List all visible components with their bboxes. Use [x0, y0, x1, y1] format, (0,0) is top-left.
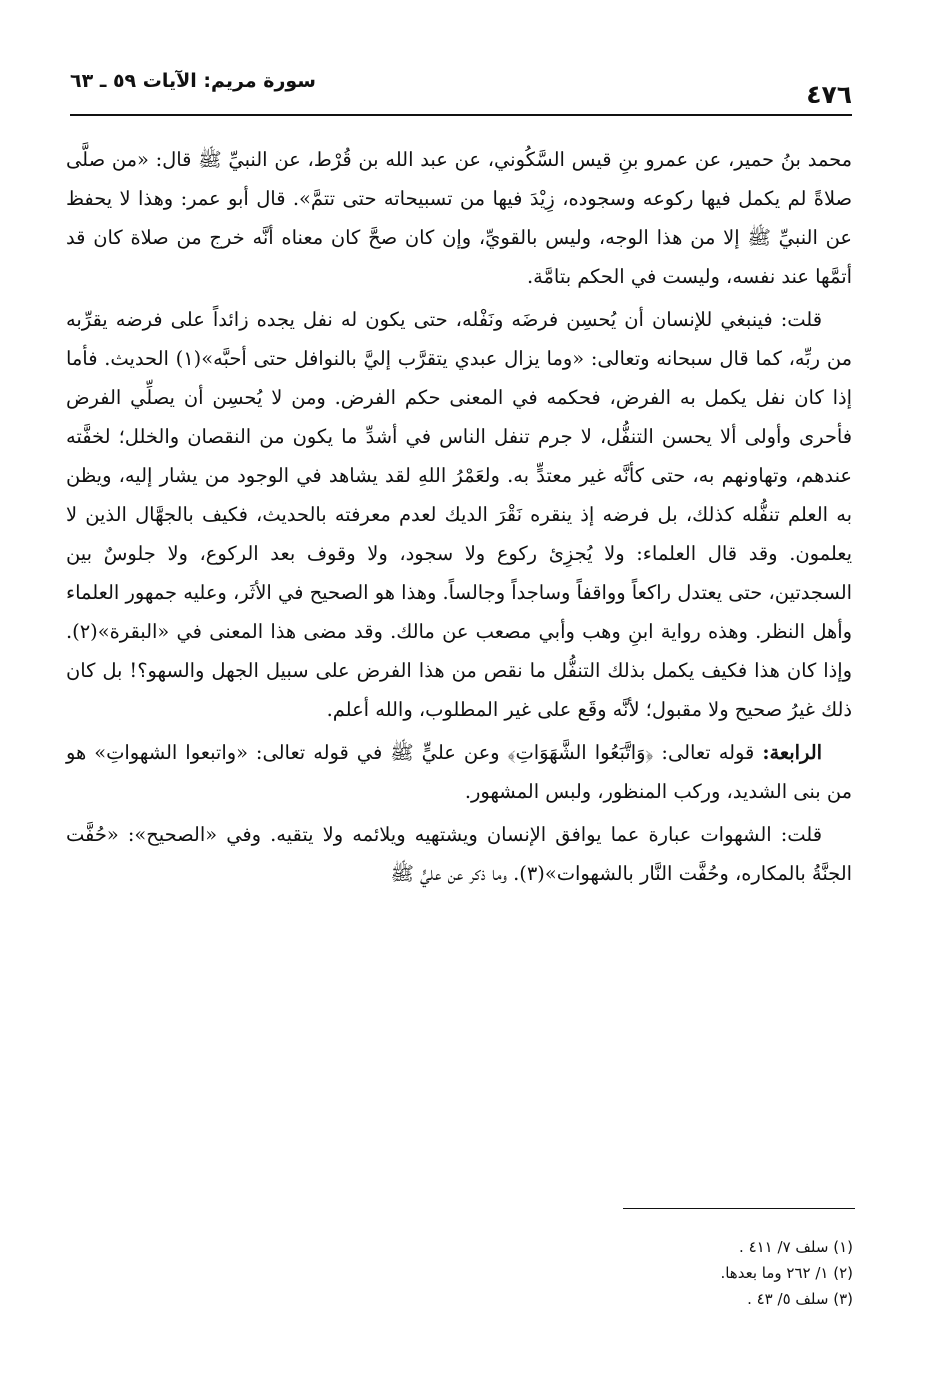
main-text	[66, 140, 852, 897]
paragraph-commentary: قلت: فينبغي للإنسان أن يُحسِن فرضَه ونَفْله، حتى يكون له نفل يجده زائداً على فرضه يقرِّبه من ربِّه، كما قال سبحانه وتعالى: «وما يزال عبدي يتقرَّب إليَّ بالنوافل حتى أحبَّه»(١) الحديث. فأما إذا كان نفل يكمل به الفرض، فحكمه في المعنى حكم الفرض. ومن لا يُحسِن أن يصلِّي الفرض فأحرى وأولى ألا يحسن التنفُّل، لا جرم تنفل الناس في أشدِّ ما يكون من النقصان والخلل؛ لخفَّته عندهم، وتهاونهم به، حتى كأنَّه غير معتدٍّ به. ولعَمْرُ اللهِ لقد يشاهد في الوجود من يشار إليه، ويظن به العلم تنفُّله كذلك، بل فرضه إذ ينقره نَقْرَ الديك لعدم معرفته بالحديث، فكيف بالجهَّال الذين لا يعلمون. وقد قال العلماء: ولا يُجزِئ ركوع ولا سجود، ولا وقوف بعد الركوع، ولا جلوسٌ بين السجدتين، حتى يعتدل راكعاً وواقفاً وساجداً وجالساً. وهذا هو الصحيح في الأثَر، وعليه جمهور العلماء وأهل النظر. وهذه رواية ابنِ وهب وأبي مصعب عن مالك. وقد مضى هذا المعنى في «البقرة»(٢). وإذا كان هذا فكيف يكمل بذلك التنفُّل ما نقص من هذا الفرض على سبيل الجهل والسهو؟! بل كان ذلك غيرُ صحيح ولا مقبول؛ لأنَّه وقَع على غير المطلوب، والله أعلم.	[66, 308, 852, 721]
paragraph-desires: قلت: الشهوات عبارة عما يوافق الإنسان ويشتهيه ويلائمه ولا يتقيه. وفي «الصحيح»: «حُفَّت الجنَّةُ بالمكاره، وحُفَّت النَّار بالشهوات»(٣). وما ذكر عن عليٍّ ﷺ	[66, 823, 852, 885]
footnotes	[353, 1234, 853, 1312]
running-header	[70, 66, 852, 116]
paragraph-hadith-continuation: محمد بنُ حمير، عن عمرو بنِ قيس السَّكُوني، عن عبد الله بن قُرْط، عن النبيِّ ﷺ قال: «من صلَّى صلاةً لم يكمل فيها ركوعه وسجوده، زِيْدَ فيها من تسبيحاته حتى تتمَّ». قال أبو عمر: وهذا لا يحفظ عن النبيِّ ﷺ إلا من هذا الوجه، وليس بالقويِّ، وإن كان صحَّ كان معناه أنَّه خرج من صلاة كان قد أتمَّها عند نفسه، وليست في الحكم بتامَّة.	[66, 148, 852, 288]
chapter-title: سورة مريم: الآيات ٥٩ ـ ٦٣	[70, 70, 316, 92]
footnote-2: (٢) ١/ ٢٦٢ وما بعدها.	[720, 1264, 853, 1282]
footnote-separator	[623, 1208, 855, 1209]
footnote-1: (١) سلف ٧/ ٤١١ .	[739, 1238, 853, 1256]
fourth-issue-label: الرابعة:	[762, 741, 822, 764]
page-number: ٤٧٦	[806, 80, 852, 109]
fourth-issue-text: قوله تعالى: ﴿وَاتَّبَعُوا الشَّهَوَاتِ﴾ وعن عليٍّ ﷺ في قوله تعالى: «واتبعوا الشهواتِ» هو من بنى الشديد، وركب المنظور، ولبس المشهور.	[66, 741, 852, 803]
paragraph-fourth-issue	[66, 733, 852, 811]
footnote-3: (٣) سلف ٥/ ٤٣ .	[747, 1290, 853, 1308]
